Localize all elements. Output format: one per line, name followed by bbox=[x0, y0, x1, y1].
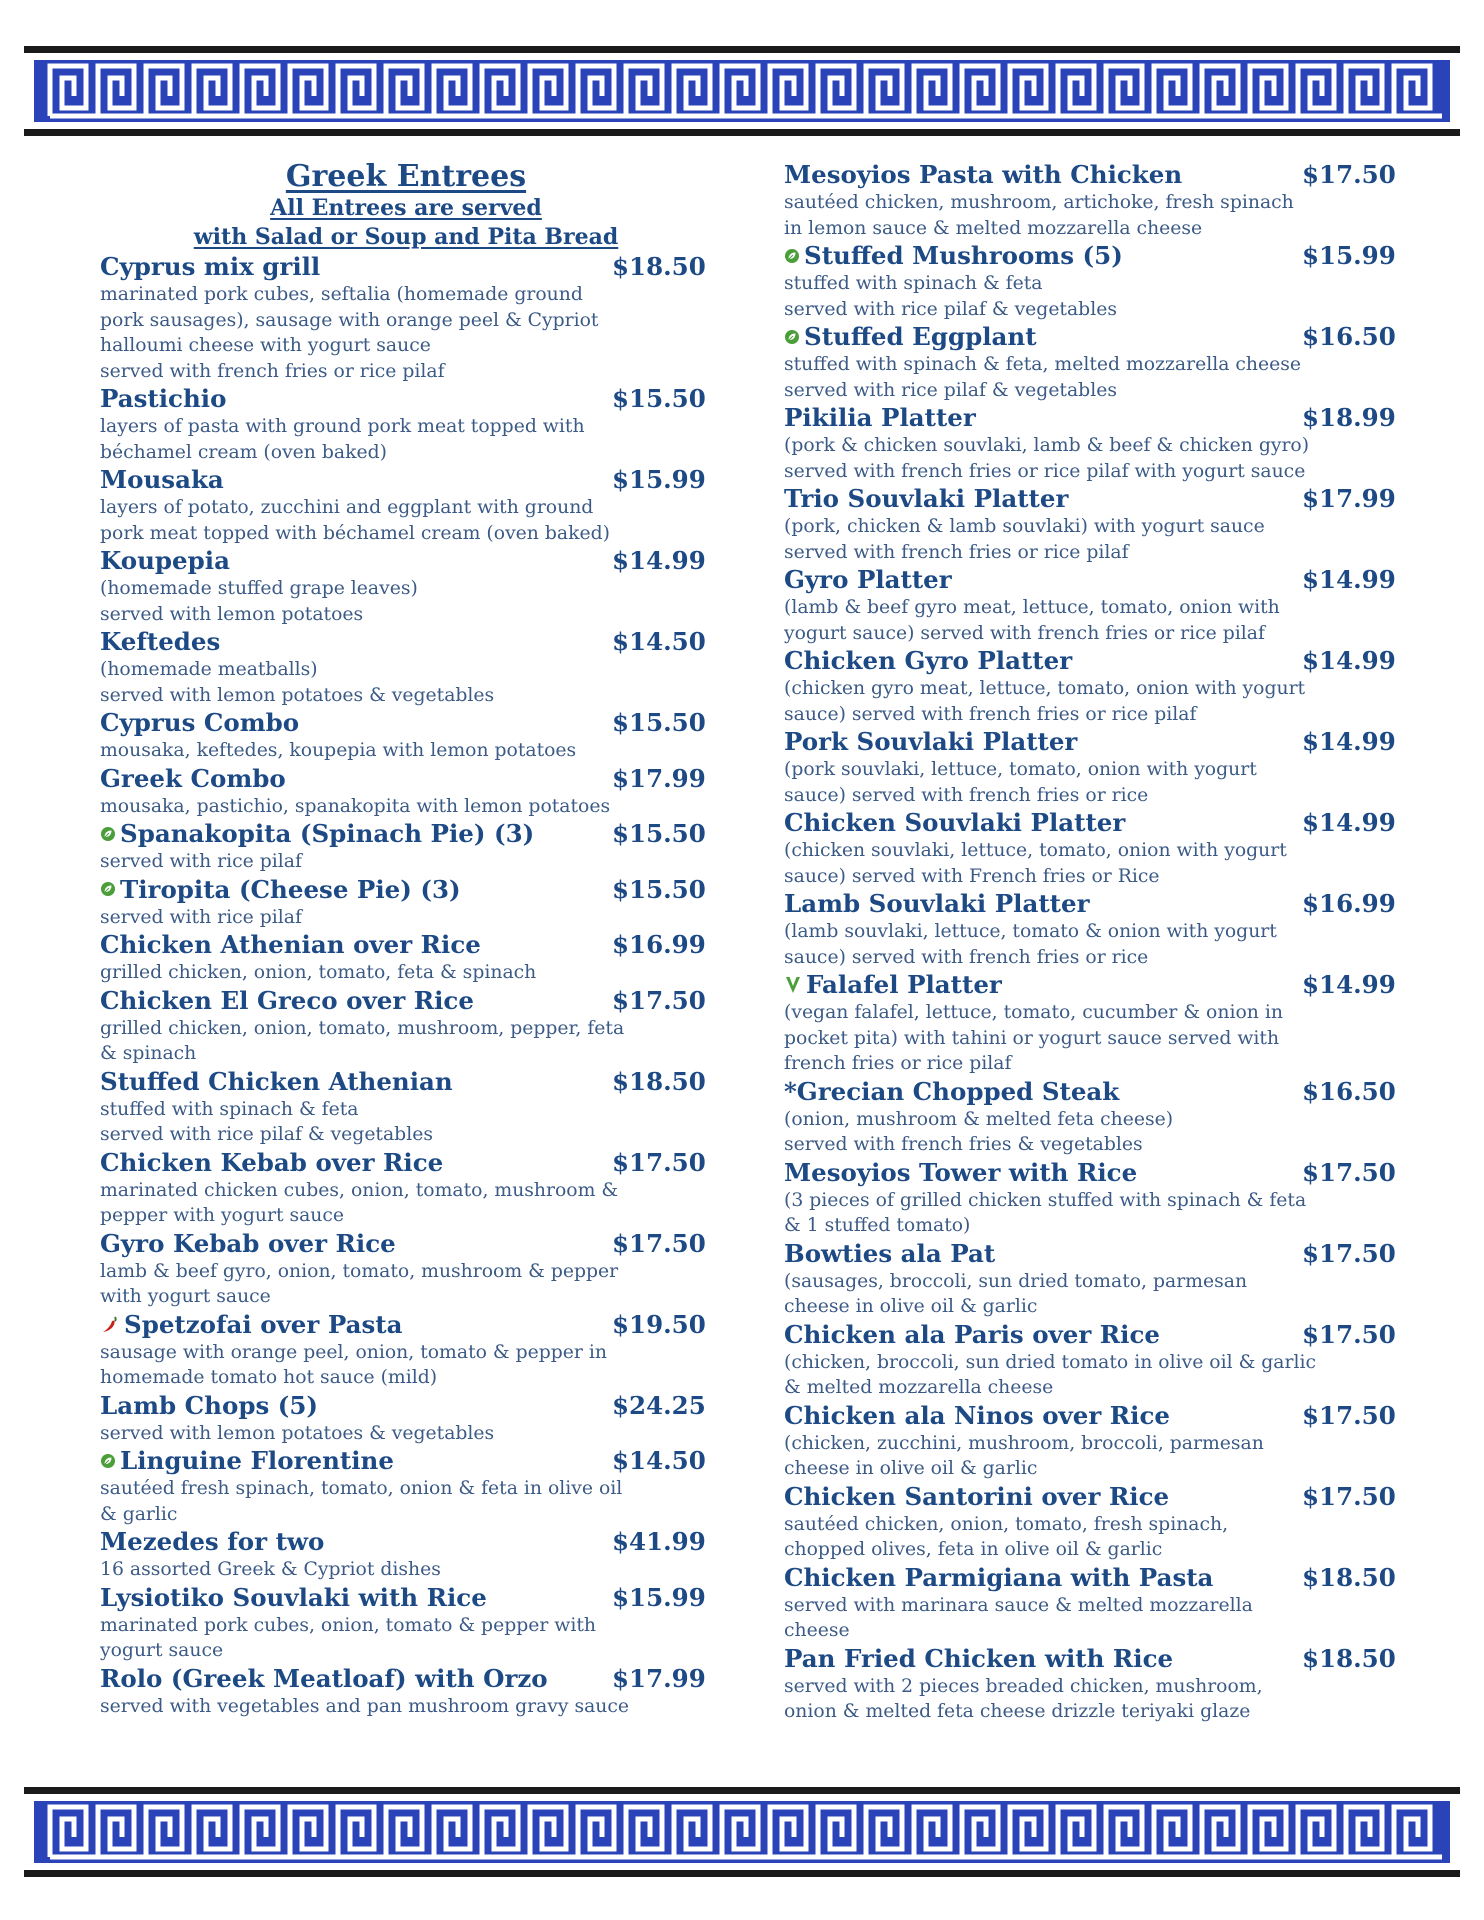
menu-item-description: sauce) served with french fries or rice bbox=[784, 784, 1149, 806]
menu-item-header bbox=[100, 252, 712, 282]
menu-item-header bbox=[784, 1401, 1402, 1431]
menu-item-price: $17.50 bbox=[612, 1147, 706, 1177]
greek-key-pattern bbox=[24, 46, 1460, 136]
menu-item-description: sauce) served with french fries or rice bbox=[784, 946, 1149, 968]
menu-item-description: & 1 stuffed tomato) bbox=[784, 1215, 971, 1236]
menu-item-description: served with french fries & vegetables bbox=[784, 1134, 1143, 1155]
menu-item-name-text: Cyprus Combo bbox=[100, 708, 300, 737]
menu-item-name bbox=[784, 970, 1002, 1000]
menu-item bbox=[784, 889, 1402, 970]
menu-item-header bbox=[100, 764, 712, 794]
menu-item-price: $15.50 bbox=[612, 708, 706, 737]
menu-item-description: served with 2 pieces breaded chicken, mushroom, bbox=[784, 1675, 1263, 1697]
menu-item-price: $18.50 bbox=[1302, 1643, 1396, 1673]
menu-item bbox=[100, 1664, 712, 1720]
menu-item-name bbox=[784, 160, 1182, 190]
menu-item-name-text: Trio Souvlaki Platter bbox=[784, 484, 1069, 513]
menu-item-price: $14.50 bbox=[612, 627, 706, 656]
menu-item-header bbox=[784, 970, 1402, 1000]
menu-item-price: $17.50 bbox=[1302, 1238, 1396, 1268]
menu-item-description: (chicken, zucchini, mushroom, broccoli, parmesan bbox=[784, 1432, 1264, 1454]
menu-item-header bbox=[784, 646, 1402, 676]
menu-item-description: served with french fries or rice pilaf with yogurt sauce bbox=[784, 460, 1306, 482]
menu-item-price: $14.99 bbox=[1302, 727, 1396, 756]
menu-item-description: (homemade meatballs) bbox=[100, 659, 318, 680]
menu-item-name-text: Keftedes bbox=[100, 627, 221, 656]
menu-item-price: $14.99 bbox=[612, 546, 706, 575]
menu-item bbox=[784, 970, 1402, 1077]
menu-item-name-text: Stuffed Chicken Athenian bbox=[100, 1066, 453, 1096]
menu-item-name-text: Pikilia Platter bbox=[784, 403, 976, 432]
menu-item-name bbox=[784, 1077, 1119, 1107]
menu-item-header bbox=[100, 1148, 712, 1178]
menu-item-price: $18.50 bbox=[612, 252, 706, 281]
menu-item-description: yogurt sauce) served with french fries or rice pilaf bbox=[784, 622, 1265, 644]
vegetarian-leaf-icon bbox=[784, 329, 800, 345]
menu-item-name-text: Chicken ala Paris over Rice bbox=[784, 1319, 1160, 1349]
menu-item-price: $14.99 bbox=[1302, 970, 1396, 999]
menu-item-description: & garlic bbox=[100, 1503, 178, 1525]
menu-item-price: $17.99 bbox=[612, 1663, 706, 1693]
menu-item-description: (pork, chicken & lamb souvlaki) with yogurt sauce bbox=[784, 516, 1265, 537]
menu-item-name bbox=[784, 889, 1090, 919]
menu-item bbox=[784, 727, 1402, 808]
menu-item-price: $18.50 bbox=[612, 1066, 706, 1096]
menu-item-name-text: Chicken Parmigiana with Pasta bbox=[784, 1562, 1214, 1592]
menu-item-header bbox=[784, 322, 1402, 352]
menu-item bbox=[784, 484, 1402, 565]
menu-item bbox=[100, 252, 712, 384]
menu-item-price: $17.50 bbox=[1302, 1319, 1396, 1349]
menu-item bbox=[100, 875, 712, 931]
menu-item-name-text: Chicken ala Ninos over Rice bbox=[784, 1400, 1170, 1430]
greek-key-pattern bbox=[24, 1787, 1460, 1877]
menu-item-description: (lamb & beef gyro meat, lettuce, tomato, onion with bbox=[784, 597, 1280, 618]
menu-item-name-text: Mezedes for two bbox=[100, 1527, 325, 1556]
menu-item-price: $17.50 bbox=[1302, 160, 1396, 189]
menu-item-price: $17.99 bbox=[612, 763, 706, 793]
menu-item-price: $14.99 bbox=[1302, 565, 1396, 594]
menu-item bbox=[100, 819, 712, 875]
greek-key-border-bottom bbox=[24, 1787, 1460, 1877]
menu-item-description: sautéed chicken, onion, tomato, fresh spinach, bbox=[784, 1513, 1229, 1535]
menu-item-name bbox=[100, 1664, 548, 1694]
menu-item-description: (lamb souvlaki, lettuce, tomato & onion with yogurt bbox=[784, 921, 1277, 942]
menu-item-name-text: Pan Fried Chicken with Rice bbox=[784, 1643, 1174, 1673]
menu-item-name bbox=[100, 930, 481, 960]
menu-item-header bbox=[100, 819, 712, 849]
menu-item-name bbox=[784, 727, 1077, 757]
menu-item-price: $19.50 bbox=[612, 1309, 706, 1339]
menu-item-description: (chicken gyro meat, lettuce, tomato, onion with yogurt bbox=[784, 678, 1306, 699]
menu-item-price: $16.50 bbox=[1302, 1076, 1396, 1106]
menu-item bbox=[100, 1391, 712, 1447]
menu-item-description: onion & melted feta cheese drizzle teriyaki glaze bbox=[784, 1701, 1251, 1722]
menu-item-description: pork sausages), sausage with orange peel & Cypriot bbox=[100, 309, 599, 331]
menu-item-price: $15.50 bbox=[612, 384, 706, 413]
page-title: Greek Entrees bbox=[285, 159, 527, 194]
menu-item-header bbox=[784, 1320, 1402, 1350]
menu-item-name bbox=[784, 1563, 1213, 1593]
vegetarian-leaf-icon bbox=[100, 881, 116, 897]
menu-item-price: $15.50 bbox=[612, 874, 706, 904]
menu-item-name-text: Chicken Santorini over Rice bbox=[784, 1481, 1170, 1511]
menu-item-name-text: Stuffed Eggplant bbox=[804, 322, 1037, 351]
right-column bbox=[784, 160, 1402, 1725]
menu-item-name-text: Mesoyios Tower with Rice bbox=[784, 1157, 1138, 1187]
menu-item-description: layers of potato, zucchini and eggplant with ground bbox=[100, 497, 594, 518]
menu-item-header bbox=[100, 546, 712, 576]
menu-item-description: mousaka, keftedes, koupepia with lemon potatoes bbox=[100, 740, 577, 761]
menu-item-description: (sausages, broccoli, sun dried tomato, parmesan bbox=[784, 1270, 1248, 1292]
menu-item-description: yogurt sauce bbox=[100, 1640, 224, 1661]
menu-item bbox=[100, 1446, 712, 1527]
menu-item-name bbox=[100, 986, 474, 1016]
menu-item-header bbox=[784, 1239, 1402, 1269]
menu-item bbox=[100, 1310, 712, 1391]
menu-item-description: 16 assorted Greek & Cypriot dishes bbox=[100, 1559, 441, 1580]
menu-item-description: mousaka, pastichio, spanakopita with lemon potatoes bbox=[100, 795, 611, 817]
menu-item-name-text: Chicken Athenian over Rice bbox=[100, 930, 481, 959]
menu-item-description: served with rice pilaf bbox=[100, 906, 302, 928]
menu-item bbox=[100, 1148, 712, 1229]
menu-item-header bbox=[784, 1644, 1402, 1674]
menu-item bbox=[100, 546, 712, 627]
menu-item-description: (pork souvlaki, lettuce, tomato, onion with yogurt bbox=[784, 759, 1257, 780]
menu-item-description: homemade tomato hot sauce (mild) bbox=[100, 1367, 438, 1388]
right-menu-list bbox=[784, 160, 1402, 1725]
menu-item-header bbox=[100, 627, 712, 657]
menu-item-name-text: Pastichio bbox=[100, 384, 227, 413]
menu-item-description: sauce) served with French fries or Rice bbox=[784, 865, 1160, 887]
menu-item-price: $24.25 bbox=[612, 1390, 706, 1420]
menu-item-price: $17.99 bbox=[1302, 484, 1396, 513]
menu-item-description: (homemade stuffed grape leaves) bbox=[100, 578, 418, 599]
menu-item bbox=[784, 808, 1402, 889]
menu-item-description: cheese in olive oil & garlic bbox=[784, 1458, 1038, 1479]
menu-item bbox=[100, 1527, 712, 1583]
menu-item-name bbox=[784, 1320, 1160, 1350]
menu-item-name bbox=[100, 1310, 402, 1340]
menu-item-description: (pork & chicken souvlaki, lamb & beef & chicken gyro) bbox=[784, 435, 1310, 456]
subtitle-line-1: All Entrees are served bbox=[270, 195, 542, 221]
menu-item-name-text: Lysiotiko Souvlaki with Rice bbox=[100, 1582, 487, 1612]
menu-item-name-text: Chicken Souvlaki Platter bbox=[784, 808, 1126, 837]
menu-item-name-text: Chicken Kebab over Rice bbox=[100, 1147, 444, 1177]
menu-item-header bbox=[100, 1446, 712, 1476]
menu-item bbox=[784, 403, 1402, 484]
menu-item-description: stuffed with spinach & feta bbox=[784, 273, 1043, 294]
menu-item-header bbox=[100, 930, 712, 960]
menu-item-header bbox=[100, 1310, 712, 1340]
menu-item-name-text: Chicken El Greco over Rice bbox=[100, 985, 474, 1015]
menu-item-name bbox=[784, 1644, 1173, 1674]
vegetarian-leaf-icon bbox=[784, 248, 800, 264]
menu-item-description: sautéed chicken, mushroom, artichoke, fresh spinach bbox=[784, 192, 1294, 213]
menu-item-name-text: Chicken Gyro Platter bbox=[784, 646, 1073, 675]
menu-item-description: served with rice pilaf & vegetables bbox=[784, 379, 1117, 401]
menu-item bbox=[784, 1644, 1402, 1725]
menu-item-description: (3 pieces of grilled chicken stuffed with spinach & feta bbox=[784, 1189, 1307, 1211]
menu-item-header bbox=[784, 565, 1402, 595]
menu-item bbox=[100, 465, 712, 546]
menu-item bbox=[784, 241, 1402, 322]
menu-item-header bbox=[100, 708, 712, 738]
menu-item bbox=[100, 1583, 712, 1664]
menu-item-name-text: *Grecian Chopped Steak bbox=[784, 1076, 1120, 1106]
menu-item bbox=[784, 1077, 1402, 1158]
menu-item-name-text: Spanakopita (Spinach Pie) (3) bbox=[120, 819, 535, 848]
menu-item-description: stuffed with spinach & feta, melted mozzarella cheese bbox=[784, 354, 1301, 375]
menu-item-description: (chicken souvlaki, lettuce, tomato, onion with yogurt bbox=[784, 840, 1287, 861]
menu-item-header bbox=[100, 1391, 712, 1421]
menu-item-name-text: Koupepia bbox=[100, 546, 230, 575]
menu-item-description: served with lemon potatoes & vegetables bbox=[100, 1422, 495, 1444]
menu-item-name bbox=[784, 1239, 995, 1269]
menu-item-name-text: Lamb Souvlaki Platter bbox=[784, 889, 1090, 918]
menu-item-header bbox=[100, 986, 712, 1016]
menu-item-description: pork meat topped with béchamel cream (oven baked) bbox=[100, 522, 610, 544]
menu-item-name-text: Greek Combo bbox=[100, 763, 286, 793]
menu-item-name bbox=[100, 1527, 324, 1557]
menu-item-name bbox=[784, 1158, 1137, 1188]
menu-item-price: $14.99 bbox=[1302, 646, 1396, 675]
menu-item-name-text: Spetzofai over Pasta bbox=[124, 1309, 403, 1339]
menu-item-description: marinated pork cubes, onion, tomato & pepper with bbox=[100, 1614, 597, 1636]
menu-item-price: $18.99 bbox=[1302, 403, 1396, 432]
menu-item-name-text: Pork Souvlaki Platter bbox=[784, 727, 1078, 756]
menu-item-price: $15.50 bbox=[612, 819, 706, 848]
menu-item-description: (vegan falafel, lettuce, tomato, cucumber & onion in bbox=[784, 1002, 1283, 1023]
menu-item-name bbox=[100, 1229, 396, 1259]
subtitle-line-2: with Salad or Soup and Pita Bread bbox=[193, 224, 619, 250]
menu-item-name bbox=[784, 403, 976, 433]
menu-item bbox=[784, 646, 1402, 727]
menu-item-name-text: Linguine Florentine bbox=[120, 1446, 394, 1475]
menu-item bbox=[100, 627, 712, 708]
menu-item bbox=[100, 1229, 712, 1310]
menu-item-header bbox=[784, 484, 1402, 514]
menu-item-description: stuffed with spinach & feta bbox=[100, 1098, 359, 1120]
menu-item-header bbox=[784, 727, 1402, 757]
menu-item-name bbox=[100, 465, 224, 495]
menu-item-price: $15.99 bbox=[612, 1582, 706, 1612]
menu-item-price: $41.99 bbox=[612, 1527, 706, 1556]
menu-item bbox=[100, 384, 712, 465]
menu-item-description: served with lemon potatoes & vegetables bbox=[100, 684, 495, 706]
menu-item-description: grilled chicken, onion, tomato, mushroom, pepper, feta bbox=[100, 1017, 625, 1039]
menu-item-description: served with vegetables and pan mushroom gravy sauce bbox=[100, 1695, 630, 1717]
menu-item bbox=[784, 1239, 1402, 1320]
menu-item-name bbox=[100, 1583, 487, 1613]
menu-item-description: pocket pita) with tahini or yogurt sauce served with bbox=[784, 1027, 1280, 1049]
menu-item-name-text: Stuffed Mushrooms (5) bbox=[804, 241, 1123, 270]
menu-item bbox=[784, 565, 1402, 646]
menu-item-header bbox=[100, 1067, 712, 1097]
menu-item-name bbox=[100, 708, 299, 738]
menu-item-price: $17.50 bbox=[1302, 1481, 1396, 1511]
greek-key-border-top bbox=[24, 46, 1460, 136]
menu-item-name bbox=[784, 241, 1123, 271]
menu-item-price: $16.50 bbox=[1302, 322, 1396, 351]
menu-item-header bbox=[784, 241, 1402, 271]
menu-item bbox=[100, 708, 712, 764]
menu-item bbox=[784, 1401, 1402, 1482]
menu-item-description: served with lemon potatoes bbox=[100, 603, 364, 625]
menu-item-name-text: Rolo (Greek Meatloaf) with Orzo bbox=[100, 1663, 548, 1693]
menu-item-description: served with marinara sauce & melted mozzarella bbox=[784, 1594, 1253, 1616]
menu-item bbox=[784, 1482, 1402, 1563]
menu-item bbox=[784, 1563, 1402, 1644]
menu-item-header bbox=[784, 1077, 1402, 1107]
menu-item-header bbox=[100, 1664, 712, 1694]
menu-item-description: sautéed fresh spinach, tomato, onion & feta in olive oil bbox=[100, 1478, 623, 1499]
menu-item-description: with yogurt sauce bbox=[100, 1286, 271, 1307]
menu-item-header bbox=[100, 1229, 712, 1259]
menu-item-description: halloumi cheese with yogurt sauce bbox=[100, 335, 431, 356]
menu-item-price: $17.50 bbox=[1302, 1400, 1396, 1430]
menu-item-description: served with rice pilaf bbox=[100, 851, 302, 872]
menu-item-header bbox=[784, 403, 1402, 433]
menu-item bbox=[784, 1158, 1402, 1239]
chili-pepper-icon bbox=[100, 1314, 120, 1334]
menu-item-name bbox=[100, 1446, 394, 1476]
menu-item-header bbox=[784, 1563, 1402, 1593]
menu-item-description: cheese in olive oil & garlic bbox=[784, 1296, 1038, 1317]
vegetarian-leaf-icon bbox=[100, 1453, 116, 1469]
menu-item-name bbox=[784, 646, 1072, 676]
menu-item-name-text: Gyro Platter bbox=[784, 565, 952, 594]
menu-item-price: $16.99 bbox=[1302, 889, 1396, 918]
menu-item-description: layers of pasta with ground pork meat topped with bbox=[100, 416, 585, 437]
menu-item-price: $17.50 bbox=[612, 1228, 706, 1258]
menu-item bbox=[784, 160, 1402, 241]
menu-item bbox=[100, 764, 712, 820]
menu-item-name bbox=[100, 819, 534, 849]
menu-item-name bbox=[784, 808, 1125, 838]
menu-item-description: (chicken, broccoli, sun dried tomato in olive oil & garlic bbox=[784, 1351, 1317, 1373]
menu-item-name bbox=[100, 875, 461, 905]
menu-item-description: chopped olives, feta in olive oil & garlic bbox=[784, 1539, 1163, 1560]
menu-item-name bbox=[784, 1482, 1169, 1512]
menu-item bbox=[100, 930, 712, 986]
menu-item-description: & spinach bbox=[100, 1043, 197, 1064]
menu-item-description: & melted mozzarella cheese bbox=[784, 1377, 1054, 1398]
vegetarian-leaf-icon bbox=[100, 826, 116, 842]
menu-item-header bbox=[784, 160, 1402, 190]
menu-heading bbox=[100, 160, 712, 252]
menu-item-name bbox=[100, 252, 320, 282]
menu-item-name-text: Falafel Platter bbox=[806, 970, 1002, 999]
menu-item-header bbox=[100, 465, 712, 495]
menu-item-header bbox=[784, 889, 1402, 919]
menu-item-price: $18.50 bbox=[1302, 1562, 1396, 1592]
menu-item-description: served with french fries or rice pilaf bbox=[784, 541, 1129, 563]
menu-item-name bbox=[784, 484, 1068, 514]
menu-item-name-text: Bowties ala Pat bbox=[784, 1238, 996, 1268]
menu-item-description: lamb & beef gyro, onion, tomato, mushroom & pepper bbox=[100, 1260, 619, 1282]
menu-item-description: marinated pork cubes, seftalia (homemade ground bbox=[100, 284, 583, 305]
menu-item-name bbox=[100, 384, 226, 414]
menu-item-name bbox=[100, 627, 220, 657]
menu-item-name bbox=[100, 764, 286, 794]
menu-item-name bbox=[784, 1401, 1170, 1431]
menu-item-name-text: Gyro Kebab over Rice bbox=[100, 1228, 396, 1258]
menu-item-name bbox=[100, 1067, 453, 1097]
menu-item bbox=[100, 986, 712, 1067]
left-menu-list bbox=[100, 252, 712, 1719]
menu-item-name bbox=[784, 322, 1037, 352]
menu-item-price: $17.50 bbox=[1302, 1157, 1396, 1187]
menu-item-header bbox=[784, 1482, 1402, 1512]
vegan-v-icon bbox=[784, 974, 802, 996]
menu-item-header bbox=[100, 1527, 712, 1557]
menu-item-price: $16.99 bbox=[612, 930, 706, 959]
menu-item-price: $14.99 bbox=[1302, 808, 1396, 837]
menu-item-description: sauce) served with french fries or rice pilaf bbox=[784, 703, 1197, 725]
menu-item-header bbox=[784, 1158, 1402, 1188]
menu-item-price: $17.50 bbox=[612, 985, 706, 1015]
menu-item-description: grilled chicken, onion, tomato, feta & spinach bbox=[100, 962, 537, 983]
menu-item-price: $14.50 bbox=[612, 1446, 706, 1475]
menu-item bbox=[784, 1320, 1402, 1401]
menu-item-name bbox=[784, 565, 952, 595]
menu-item-name bbox=[100, 1391, 318, 1421]
menu-item-header bbox=[100, 875, 712, 905]
menu-item-name-text: Tiropita (Cheese Pie) (3) bbox=[120, 874, 461, 904]
menu-item-price: $15.99 bbox=[1302, 241, 1396, 270]
menu-item-header bbox=[784, 808, 1402, 838]
menu-item-description: served with french fries or rice pilaf bbox=[100, 360, 445, 382]
menu-item-name-text: Mesoyios Pasta with Chicken bbox=[784, 160, 1183, 189]
menu-item-description: served with rice pilaf & vegetables bbox=[784, 298, 1117, 320]
menu-item bbox=[784, 322, 1402, 403]
menu-item-name-text: Lamb Chops (5) bbox=[100, 1390, 319, 1420]
menu-item-description: pepper with yogurt sauce bbox=[100, 1205, 345, 1226]
menu-item-header bbox=[100, 1583, 712, 1613]
menu-item-name bbox=[100, 1148, 443, 1178]
left-column bbox=[100, 160, 712, 1719]
menu-item-name-text: Mousaka bbox=[100, 465, 224, 494]
menu-item-description: sausage with orange peel, onion, tomato & pepper in bbox=[100, 1341, 607, 1363]
menu-item-description: french fries or rice pilaf bbox=[784, 1053, 1012, 1074]
menu-item bbox=[100, 1067, 712, 1148]
menu-item-description: in lemon sauce & melted mozzarella cheese bbox=[784, 217, 1203, 239]
menu-item-name-text: Cyprus mix grill bbox=[100, 252, 321, 281]
menu-item-description: béchamel cream (oven baked) bbox=[100, 441, 387, 463]
menu-item-price: $15.99 bbox=[612, 465, 706, 494]
menu-item-header bbox=[100, 384, 712, 414]
menu-item-description: served with rice pilaf & vegetables bbox=[100, 1124, 433, 1145]
menu-item-description: cheese bbox=[784, 1620, 850, 1641]
menu-item-description: marinated chicken cubes, onion, tomato, mushroom & bbox=[100, 1179, 619, 1201]
menu-item-description: (onion, mushroom & melted feta cheese) bbox=[784, 1108, 1174, 1130]
menu-item-name bbox=[100, 546, 230, 576]
